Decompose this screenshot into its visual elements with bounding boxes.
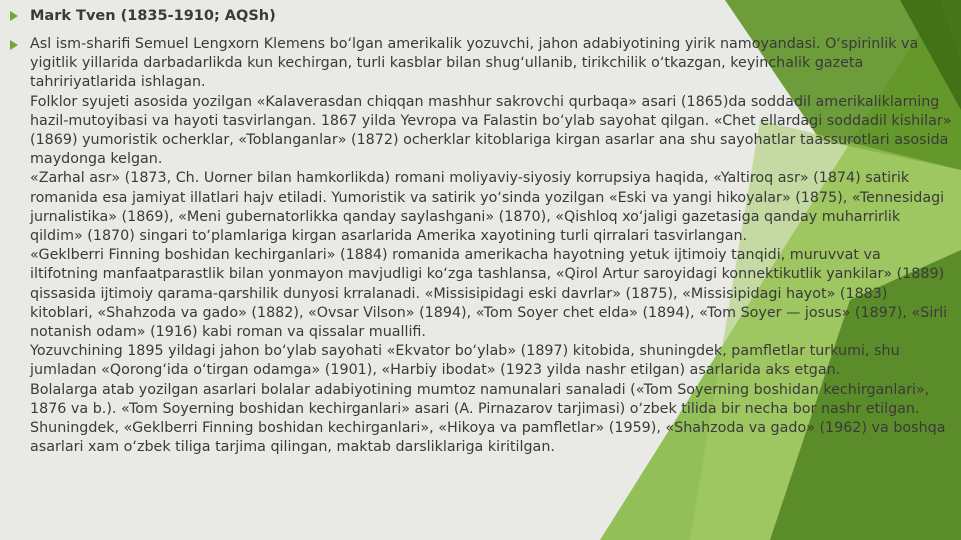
slide-title: Mark Tven (1835-1910; AQSh) [30, 8, 276, 24]
slide-content [8, 6, 953, 457]
bullet-icon [10, 40, 18, 50]
paragraph: Yozuvchining 1895 yildagi jahon bo‘ylab sayohati «Ekvator bo‘ylab» (1897) kitobida, shuningdek, pamfletlar turkumi, shu jumladan «Qorong‘ida o‘tirgan odamga» (1901), «Harbiy ibodat» (1923 yilda nashr etilgan) asarlarida aks etgan. [30, 343, 900, 379]
body-row [8, 35, 953, 457]
paragraph: «Zarhal asr» (1873, Ch. Uorner bilan hamkorlikda) romani moliyaviy-siyosiy korrupsiya haqida, «Yaltiroq asr» (1874) satirik romanida esa jamiyat illatlari hajv etiladi. Yumoristik va satirik yo‘sinda yozilgan «Eski va yangi hikoyalar» (1875), «Tennesidagi jurnalistika» (1869), «Meni gubernatorlikka qanday saylashgani» (1870), «Qishloq xo‘jaligi gazetasiga qanday muharrirlik qildim» (1870) singari to‘plamlariga kirgan asarlarida Amerika xayotining turli qirralari tasvirlangan. [30, 170, 945, 245]
paragraph: «Geklberri Finning boshidan kechirganlari» (1884) romanida amerikacha hayotning yetuk ijtimoiy tanqidi, muruvvat va iltifotning manfaatparastlik bilan yonmayon mavjudligi ko‘zga tashlansa, «Qirol Artur saroyidagi konnektikutlik yankilar» (1889) qissasida ijtimoiy qarama-qarshilik dunyosi krralanadi. «Missisipidagi eski davrlar» (1875), «Missisipidagi hayot» (1883) kitoblari, «Shahzoda va gado» (1882), «Ovsar Vilson» (1894), «Tom Soyer chet elda» (1894), «Tom Soyer — josus» (1897), «Sirli notanish odam» (1916) kabi roman va qissalar muallifi. [30, 247, 948, 341]
paragraph: Folklor syujeti asosida yozilgan «Kalaverasdan chiqqan mashhur sakrovchi qurbaqa» asari (1865)da soddadil amerikaliklarning hazil-mutoyibasi va hayoti tasvirlangan. 1867 yilda Yevropa va Falastin bo‘ylab sayohat qilgan. «Chet ellardagi soddadil kishilar» (1869) yumoristik ocherklar, «Toblanganlar» (1872) ocherklar kitoblariga kirgan asarlar ana shu sayohatlar taassurotlari asosida maydonga kelgan. [30, 93, 952, 168]
paragraph: Bolalarga atab yozilgan asarlari bolalar adabiyotining mumtoz namunalari sanaladi («Tom Soyerning boshidan kechirganlari», 1876 va b.). «Tom Soyerning boshidan kechirganlari» asari (A. Pirnazarov tarjimasi) o‘zbek tilida bir necha bor nashr etilgan. Shuningdek, «Geklberri Finning boshidan kechirganlari», «Hikoya va pamfletlar» (1959), «Shahzoda va gado» (1962) va boshqa asarlari xam o‘zbek tiliga tarjima qilingan, maktab darsliklariga kiritilgan. [30, 381, 946, 456]
paragraph: Asl ism-sharifi Semuel Lengxorn Klemens bo‘lgan amerikalik yozuvchi, jahon adabiyotining yirik namoyandasi. O‘spirinlik va yigitlik yillarida darbadarlikda kun kechirgan, turli kasblar bilan shug‘ullanib, tirikchilik o‘tkazgan, keyinchalik gazeta tahririyatlarida ishlagan. [30, 36, 919, 91]
bullet-icon [10, 11, 18, 21]
title-row [8, 6, 953, 26]
body-text [30, 35, 953, 457]
